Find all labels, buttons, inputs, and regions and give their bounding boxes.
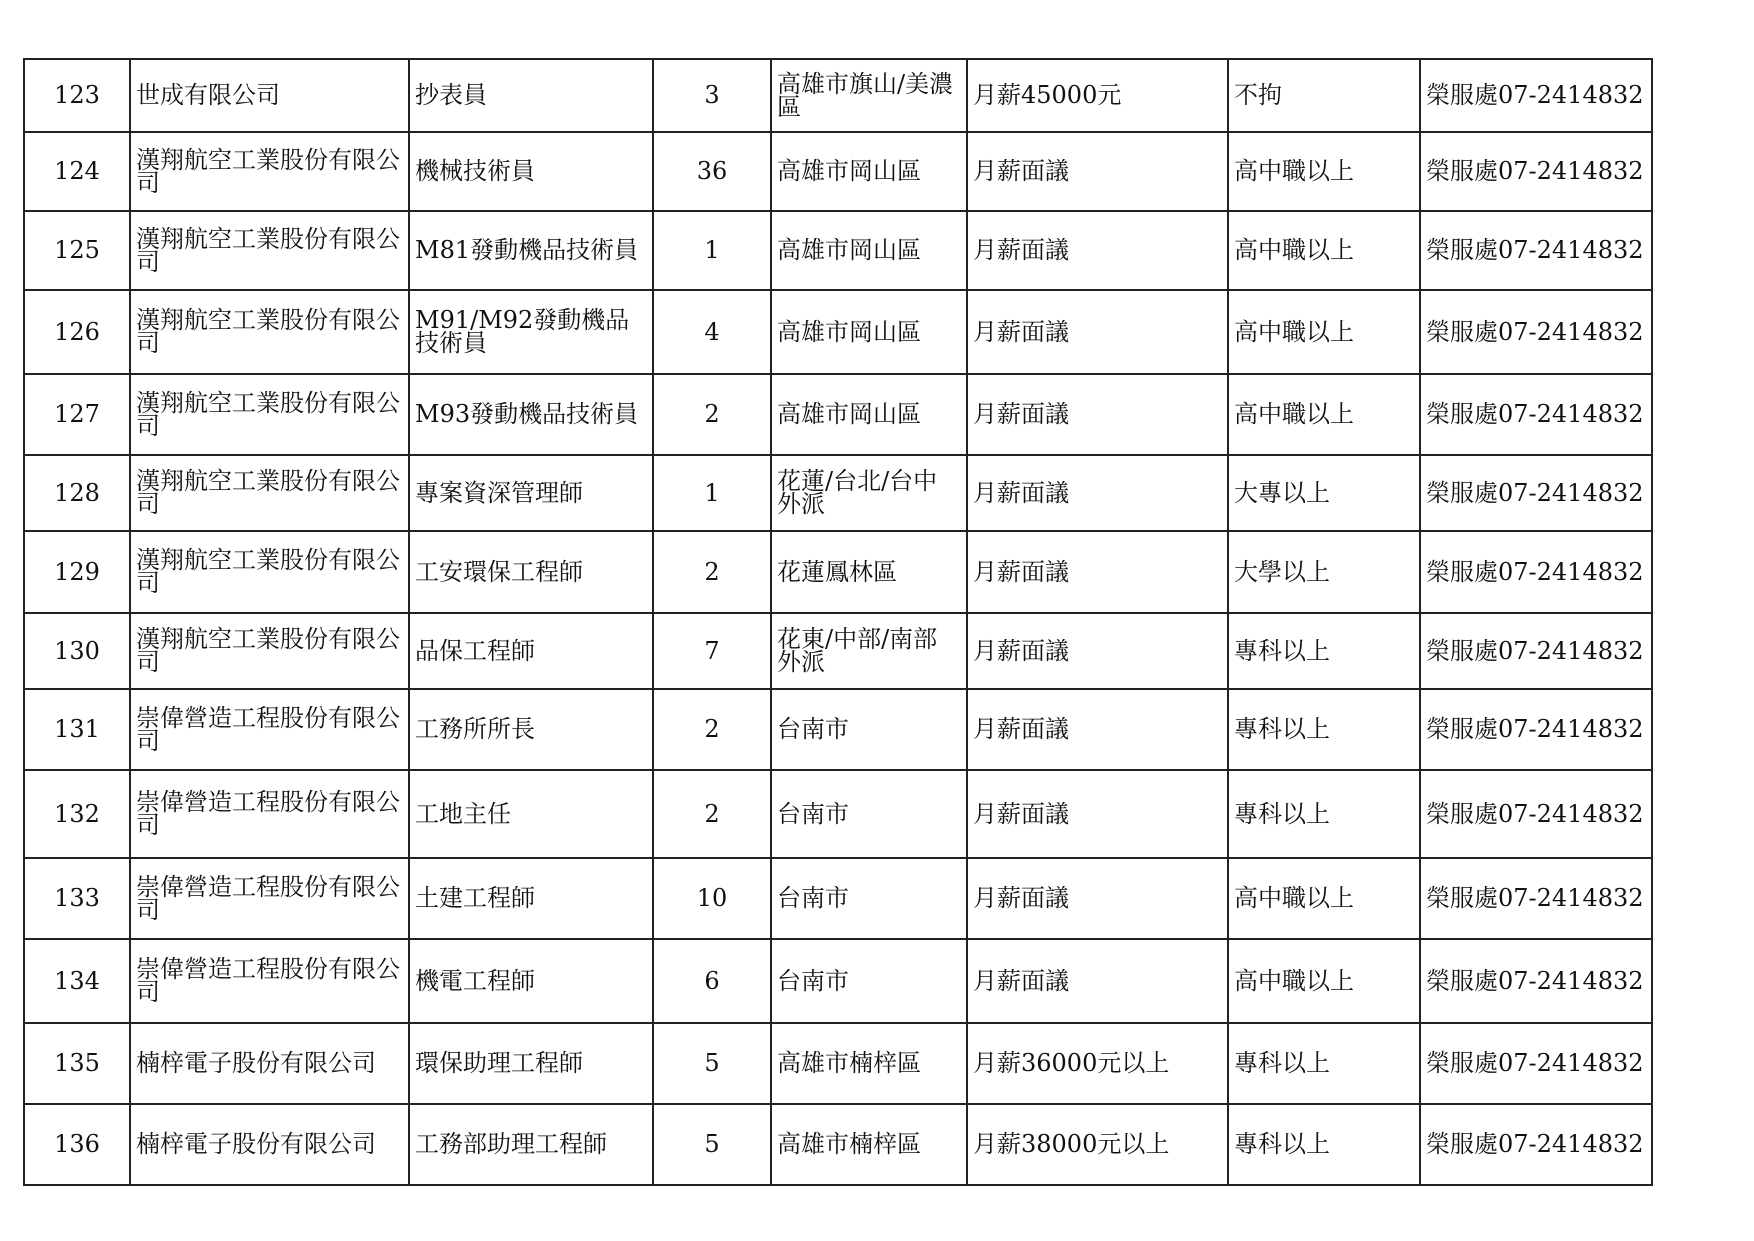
company-name-cell: 楠梓電子股份有限公司 xyxy=(130,1023,409,1104)
work-location-cell: 台南市 xyxy=(771,770,967,858)
contact-info-cell: 榮服處07-2414832 xyxy=(1420,211,1652,290)
openings-count-cell: 3 xyxy=(653,59,771,132)
openings-count-cell: 1 xyxy=(653,211,771,290)
openings-count-cell: 36 xyxy=(653,132,771,211)
work-location-cell: 高雄市岡山區 xyxy=(771,374,967,455)
table-row xyxy=(24,1104,1652,1185)
row-number-cell: 123 xyxy=(24,59,130,132)
work-location-cell: 花蓮/台北/台中外派 xyxy=(771,455,967,531)
row-number-cell: 125 xyxy=(24,211,130,290)
education-requirement-cell: 專科以上 xyxy=(1228,613,1420,689)
job-title-cell: 工務所所長 xyxy=(409,689,653,770)
work-location-cell: 高雄市楠梓區 xyxy=(771,1023,967,1104)
education-requirement-cell: 專科以上 xyxy=(1228,1023,1420,1104)
table-row xyxy=(24,858,1652,939)
row-number-cell: 124 xyxy=(24,132,130,211)
table-row xyxy=(24,770,1652,858)
work-location-cell: 高雄市岡山區 xyxy=(771,132,967,211)
education-requirement-cell: 專科以上 xyxy=(1228,689,1420,770)
company-name-cell: 漢翔航空工業股份有限公司 xyxy=(130,211,409,290)
job-title-cell: 工地主任 xyxy=(409,770,653,858)
education-requirement-cell: 專科以上 xyxy=(1228,1104,1420,1185)
table-row xyxy=(24,290,1652,374)
openings-count-cell: 1 xyxy=(653,455,771,531)
row-number-cell: 136 xyxy=(24,1104,130,1185)
company-name-cell: 楠梓電子股份有限公司 xyxy=(130,1104,409,1185)
table-row xyxy=(24,531,1652,613)
job-title-cell: 機電工程師 xyxy=(409,939,653,1023)
openings-count-cell: 2 xyxy=(653,374,771,455)
education-requirement-cell: 高中職以上 xyxy=(1228,132,1420,211)
education-requirement-cell: 大學以上 xyxy=(1228,531,1420,613)
company-name-cell: 漢翔航空工業股份有限公司 xyxy=(130,613,409,689)
salary-cell: 月薪面議 xyxy=(967,132,1228,211)
work-location-cell: 高雄市岡山區 xyxy=(771,290,967,374)
salary-cell: 月薪面議 xyxy=(967,939,1228,1023)
table-row xyxy=(24,59,1652,132)
work-location-cell: 台南市 xyxy=(771,858,967,939)
company-name-cell: 漢翔航空工業股份有限公司 xyxy=(130,374,409,455)
work-location-cell: 花東/中部/南部外派 xyxy=(771,613,967,689)
contact-info-cell: 榮服處07-2414832 xyxy=(1420,290,1652,374)
row-number-cell: 134 xyxy=(24,939,130,1023)
job-title-cell: 工務部助理工程師 xyxy=(409,1104,653,1185)
job-title-cell: M81發動機品技術員 xyxy=(409,211,653,290)
contact-info-cell: 榮服處07-2414832 xyxy=(1420,689,1652,770)
salary-cell: 月薪38000元以上 xyxy=(967,1104,1228,1185)
education-requirement-cell: 不拘 xyxy=(1228,59,1420,132)
table-row xyxy=(24,374,1652,455)
salary-cell: 月薪面議 xyxy=(967,531,1228,613)
openings-count-cell: 6 xyxy=(653,939,771,1023)
row-number-cell: 132 xyxy=(24,770,130,858)
salary-cell: 月薪36000元以上 xyxy=(967,1023,1228,1104)
openings-count-cell: 5 xyxy=(653,1023,771,1104)
table-row xyxy=(24,1023,1652,1104)
contact-info-cell: 榮服處07-2414832 xyxy=(1420,59,1652,132)
work-location-cell: 高雄市楠梓區 xyxy=(771,1104,967,1185)
company-name-cell: 漢翔航空工業股份有限公司 xyxy=(130,531,409,613)
job-title-cell: 土建工程師 xyxy=(409,858,653,939)
contact-info-cell: 榮服處07-2414832 xyxy=(1420,374,1652,455)
contact-info-cell: 榮服處07-2414832 xyxy=(1420,1023,1652,1104)
table-row xyxy=(24,132,1652,211)
company-name-cell: 崇偉營造工程股份有限公司 xyxy=(130,858,409,939)
contact-info-cell: 榮服處07-2414832 xyxy=(1420,858,1652,939)
openings-count-cell: 7 xyxy=(653,613,771,689)
work-location-cell: 花蓮鳳林區 xyxy=(771,531,967,613)
row-number-cell: 128 xyxy=(24,455,130,531)
contact-info-cell: 榮服處07-2414832 xyxy=(1420,939,1652,1023)
job-listing-table xyxy=(23,58,1653,1186)
company-name-cell: 崇偉營造工程股份有限公司 xyxy=(130,770,409,858)
row-number-cell: 133 xyxy=(24,858,130,939)
education-requirement-cell: 高中職以上 xyxy=(1228,939,1420,1023)
contact-info-cell: 榮服處07-2414832 xyxy=(1420,770,1652,858)
company-name-cell: 漢翔航空工業股份有限公司 xyxy=(130,132,409,211)
salary-cell: 月薪面議 xyxy=(967,455,1228,531)
work-location-cell: 高雄市岡山區 xyxy=(771,211,967,290)
job-title-cell: 抄表員 xyxy=(409,59,653,132)
table-row xyxy=(24,211,1652,290)
job-title-cell: 環保助理工程師 xyxy=(409,1023,653,1104)
table-row xyxy=(24,613,1652,689)
salary-cell: 月薪45000元 xyxy=(967,59,1228,132)
contact-info-cell: 榮服處07-2414832 xyxy=(1420,531,1652,613)
table-row xyxy=(24,689,1652,770)
education-requirement-cell: 專科以上 xyxy=(1228,770,1420,858)
salary-cell: 月薪面議 xyxy=(967,689,1228,770)
job-title-cell: M91/M92發動機品技術員 xyxy=(409,290,653,374)
work-location-cell: 台南市 xyxy=(771,689,967,770)
work-location-cell: 高雄市旗山/美濃區 xyxy=(771,59,967,132)
openings-count-cell: 5 xyxy=(653,1104,771,1185)
education-requirement-cell: 高中職以上 xyxy=(1228,858,1420,939)
salary-cell: 月薪面議 xyxy=(967,858,1228,939)
education-requirement-cell: 高中職以上 xyxy=(1228,211,1420,290)
contact-info-cell: 榮服處07-2414832 xyxy=(1420,132,1652,211)
table-row xyxy=(24,455,1652,531)
job-title-cell: 專案資深管理師 xyxy=(409,455,653,531)
openings-count-cell: 2 xyxy=(653,770,771,858)
row-number-cell: 131 xyxy=(24,689,130,770)
openings-count-cell: 10 xyxy=(653,858,771,939)
table-row xyxy=(24,939,1652,1023)
job-title-cell: 品保工程師 xyxy=(409,613,653,689)
openings-count-cell: 2 xyxy=(653,531,771,613)
salary-cell: 月薪面議 xyxy=(967,613,1228,689)
work-location-cell: 台南市 xyxy=(771,939,967,1023)
openings-count-cell: 2 xyxy=(653,689,771,770)
company-name-cell: 崇偉營造工程股份有限公司 xyxy=(130,939,409,1023)
education-requirement-cell: 高中職以上 xyxy=(1228,374,1420,455)
row-number-cell: 127 xyxy=(24,374,130,455)
table-body xyxy=(24,59,1652,1185)
row-number-cell: 130 xyxy=(24,613,130,689)
job-title-cell: M93發動機品技術員 xyxy=(409,374,653,455)
contact-info-cell: 榮服處07-2414832 xyxy=(1420,455,1652,531)
education-requirement-cell: 高中職以上 xyxy=(1228,290,1420,374)
contact-info-cell: 榮服處07-2414832 xyxy=(1420,1104,1652,1185)
salary-cell: 月薪面議 xyxy=(967,211,1228,290)
education-requirement-cell: 大專以上 xyxy=(1228,455,1420,531)
company-name-cell: 漢翔航空工業股份有限公司 xyxy=(130,290,409,374)
salary-cell: 月薪面議 xyxy=(967,374,1228,455)
row-number-cell: 129 xyxy=(24,531,130,613)
salary-cell: 月薪面議 xyxy=(967,290,1228,374)
row-number-cell: 135 xyxy=(24,1023,130,1104)
company-name-cell: 世成有限公司 xyxy=(130,59,409,132)
openings-count-cell: 4 xyxy=(653,290,771,374)
job-title-cell: 工安環保工程師 xyxy=(409,531,653,613)
row-number-cell: 126 xyxy=(24,290,130,374)
salary-cell: 月薪面議 xyxy=(967,770,1228,858)
contact-info-cell: 榮服處07-2414832 xyxy=(1420,613,1652,689)
company-name-cell: 漢翔航空工業股份有限公司 xyxy=(130,455,409,531)
company-name-cell: 崇偉營造工程股份有限公司 xyxy=(130,689,409,770)
job-title-cell: 機械技術員 xyxy=(409,132,653,211)
